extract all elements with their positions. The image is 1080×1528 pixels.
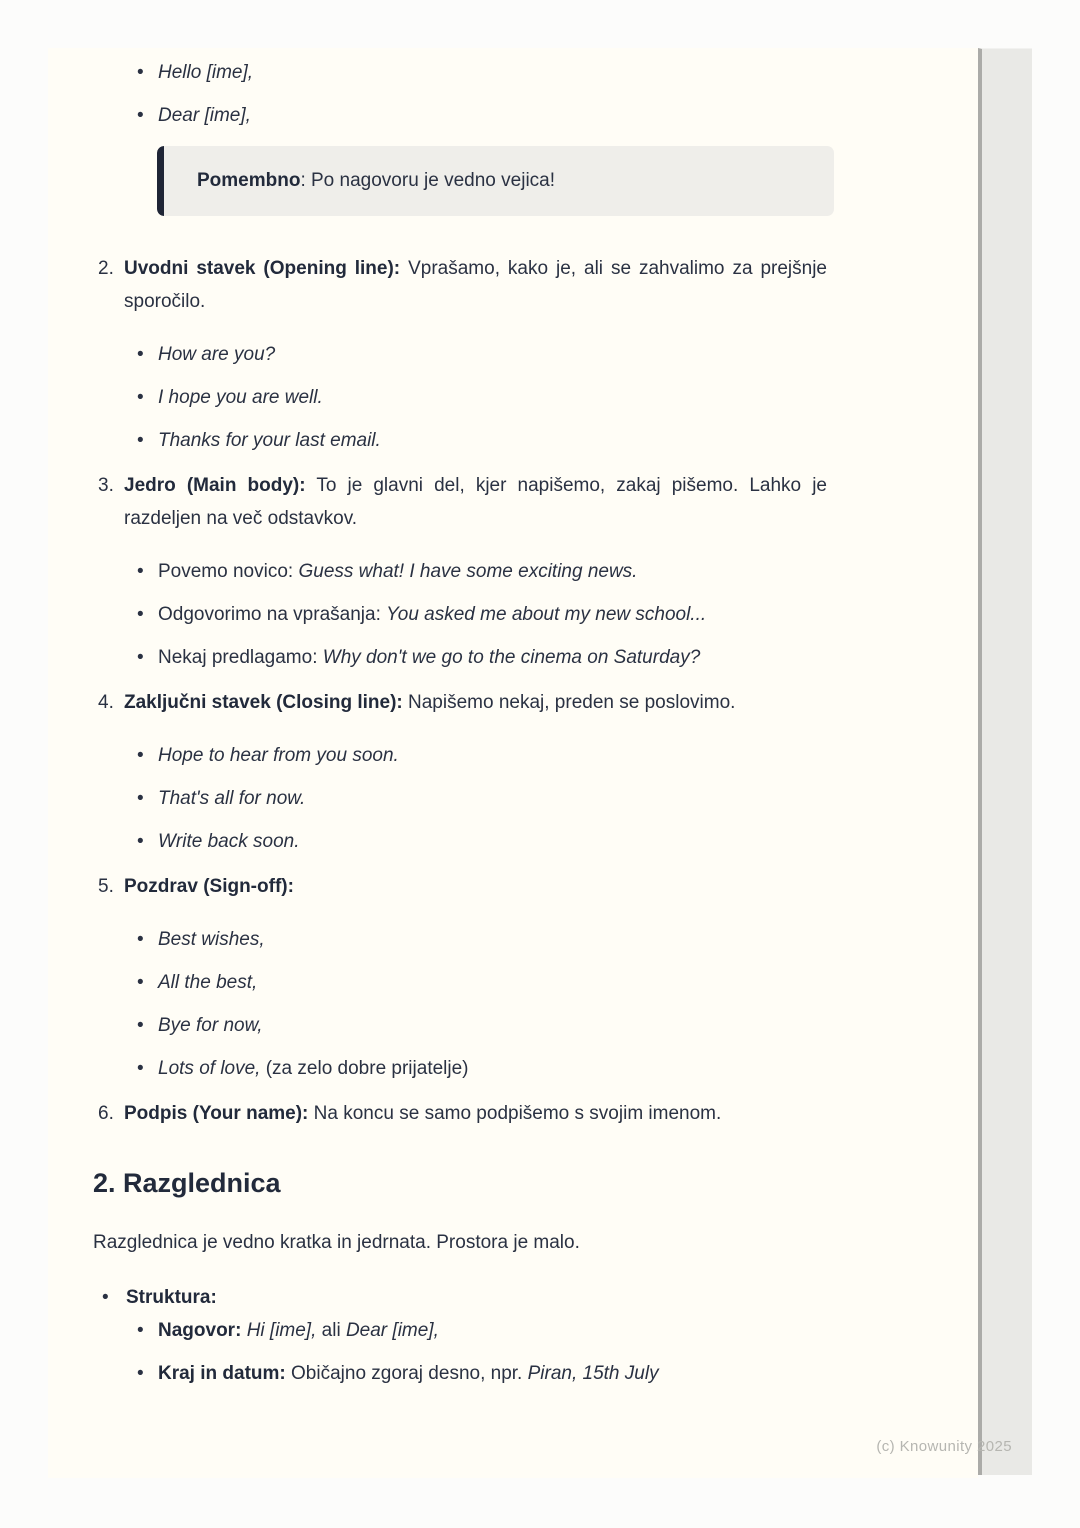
examples-list xyxy=(93,555,827,674)
example-italic: How are you? xyxy=(158,344,276,365)
greeting-examples-list xyxy=(93,56,827,132)
example-pre: Povemo novico: xyxy=(158,561,299,582)
example-italic: Thanks for your last email. xyxy=(158,430,381,451)
scrollbar-track[interactable] xyxy=(978,48,1032,1475)
greeting-example-text: Hello [ime], xyxy=(158,62,254,83)
callout-text: : Po nagovoru je vedno vejica! xyxy=(300,170,556,191)
email-structure-list xyxy=(93,252,827,1130)
item-paragraph xyxy=(124,1097,827,1130)
item-title: Uvodni stavek (Opening line): xyxy=(124,258,401,279)
item-paragraph xyxy=(124,686,827,719)
document-page xyxy=(48,48,978,1478)
example-item xyxy=(93,338,827,371)
structure-root-item xyxy=(93,1281,827,1390)
item-title: Zaključni stavek (Closing line): xyxy=(124,692,403,713)
item-title: Pozdrav (Sign-off): xyxy=(124,876,294,897)
example-pre: Odgovorimo na vprašanja: xyxy=(158,604,387,625)
item-number: 4. xyxy=(98,692,114,713)
item-paragraph xyxy=(124,870,827,903)
example-item xyxy=(93,424,827,457)
examples-list xyxy=(93,739,827,858)
numbered-item-main-body xyxy=(93,469,827,674)
example-italic: All the best, xyxy=(158,972,258,993)
examples-list xyxy=(93,923,827,1085)
sub-item-label: Kraj in datum: xyxy=(158,1363,286,1384)
example-italic: I hope you are well. xyxy=(158,387,323,408)
numbered-item-opening-line xyxy=(93,252,827,457)
example-italic: Hope to hear from you soon. xyxy=(158,745,399,766)
structure-label: Struktura: xyxy=(126,1287,217,1308)
item-number: 6. xyxy=(98,1103,114,1124)
item-paragraph xyxy=(124,469,827,535)
sub-item-italic: Dear [ime], xyxy=(345,1320,439,1341)
callout-label: Pomembno xyxy=(197,170,301,191)
numbered-item-closing-line xyxy=(93,686,827,858)
callout-accent-bar xyxy=(157,146,164,216)
example-item xyxy=(93,1052,827,1085)
structure-sub-item-nagovor xyxy=(126,1314,827,1347)
example-item xyxy=(93,923,827,956)
sub-item-text: Običajno zgoraj desno, npr. xyxy=(291,1363,528,1384)
important-callout xyxy=(157,146,834,216)
example-item xyxy=(93,641,827,674)
list-item xyxy=(93,56,827,89)
list-item xyxy=(93,99,827,132)
section-heading-razglednica: 2. Razglednica xyxy=(93,1168,281,1198)
item-number: 5. xyxy=(98,876,114,897)
examples-list xyxy=(93,338,827,457)
sub-item-italic: Piran, 15th July xyxy=(527,1363,659,1384)
example-italic: You asked me about my new school... xyxy=(386,604,707,625)
item-paragraph xyxy=(124,252,827,318)
greeting-example-text: Dear [ime], xyxy=(158,105,251,126)
example-item xyxy=(93,782,827,815)
postcard-structure-sublist xyxy=(126,1314,827,1390)
sub-item-text: ali xyxy=(316,1320,346,1341)
example-item xyxy=(93,1009,827,1042)
example-italic: Lots of love, xyxy=(158,1058,261,1079)
example-italic: Why don't we go to the cinema on Saturday? xyxy=(322,647,701,668)
copyright-watermark: (c) Knowunity 2025 xyxy=(876,1438,1012,1455)
item-body: Napišemo nekaj, preden se poslovimo. xyxy=(408,692,736,713)
example-item xyxy=(93,598,827,631)
postcard-structure-list xyxy=(93,1281,827,1390)
example-italic: Best wishes, xyxy=(158,929,265,950)
item-body: To je glavni del, kjer napišemo, zakaj pišemo. Lahko je razdeljen na več odstavkov. xyxy=(124,475,827,529)
example-italic: That's all for now. xyxy=(158,788,306,809)
sub-item-label: Nagovor: xyxy=(158,1320,242,1341)
item-body: Na koncu se samo podpišemo s svojim imenom. xyxy=(313,1103,722,1124)
section-paragraph: Razglednica je vedno kratka in jedrnata. Prostora je malo. xyxy=(93,1232,580,1253)
example-post: (za zelo dobre prijatelje) xyxy=(260,1058,469,1079)
example-item xyxy=(93,966,827,999)
numbered-item-sign-off xyxy=(93,870,827,1085)
example-item xyxy=(93,825,827,858)
example-italic: Guess what! I have some exciting news. xyxy=(298,561,638,582)
example-italic: Write back soon. xyxy=(158,831,300,852)
example-item xyxy=(93,739,827,772)
sub-item-italic: Hi [ime], xyxy=(246,1320,317,1341)
example-item xyxy=(93,381,827,414)
item-title: Jedro (Main body): xyxy=(124,475,306,496)
item-title: Podpis (Your name): xyxy=(124,1103,309,1124)
example-pre: Nekaj predlagamo: xyxy=(158,647,323,668)
structure-sub-item-kraj-in-datum xyxy=(126,1357,827,1390)
item-number: 2. xyxy=(98,258,114,279)
numbered-item-signature xyxy=(93,1097,827,1130)
item-body: Vprašamo, kako je, ali se zahvalimo za prejšnje sporočilo. xyxy=(124,258,827,312)
example-item xyxy=(93,555,827,588)
item-number: 3. xyxy=(98,475,114,496)
example-italic: Bye for now, xyxy=(158,1015,263,1036)
